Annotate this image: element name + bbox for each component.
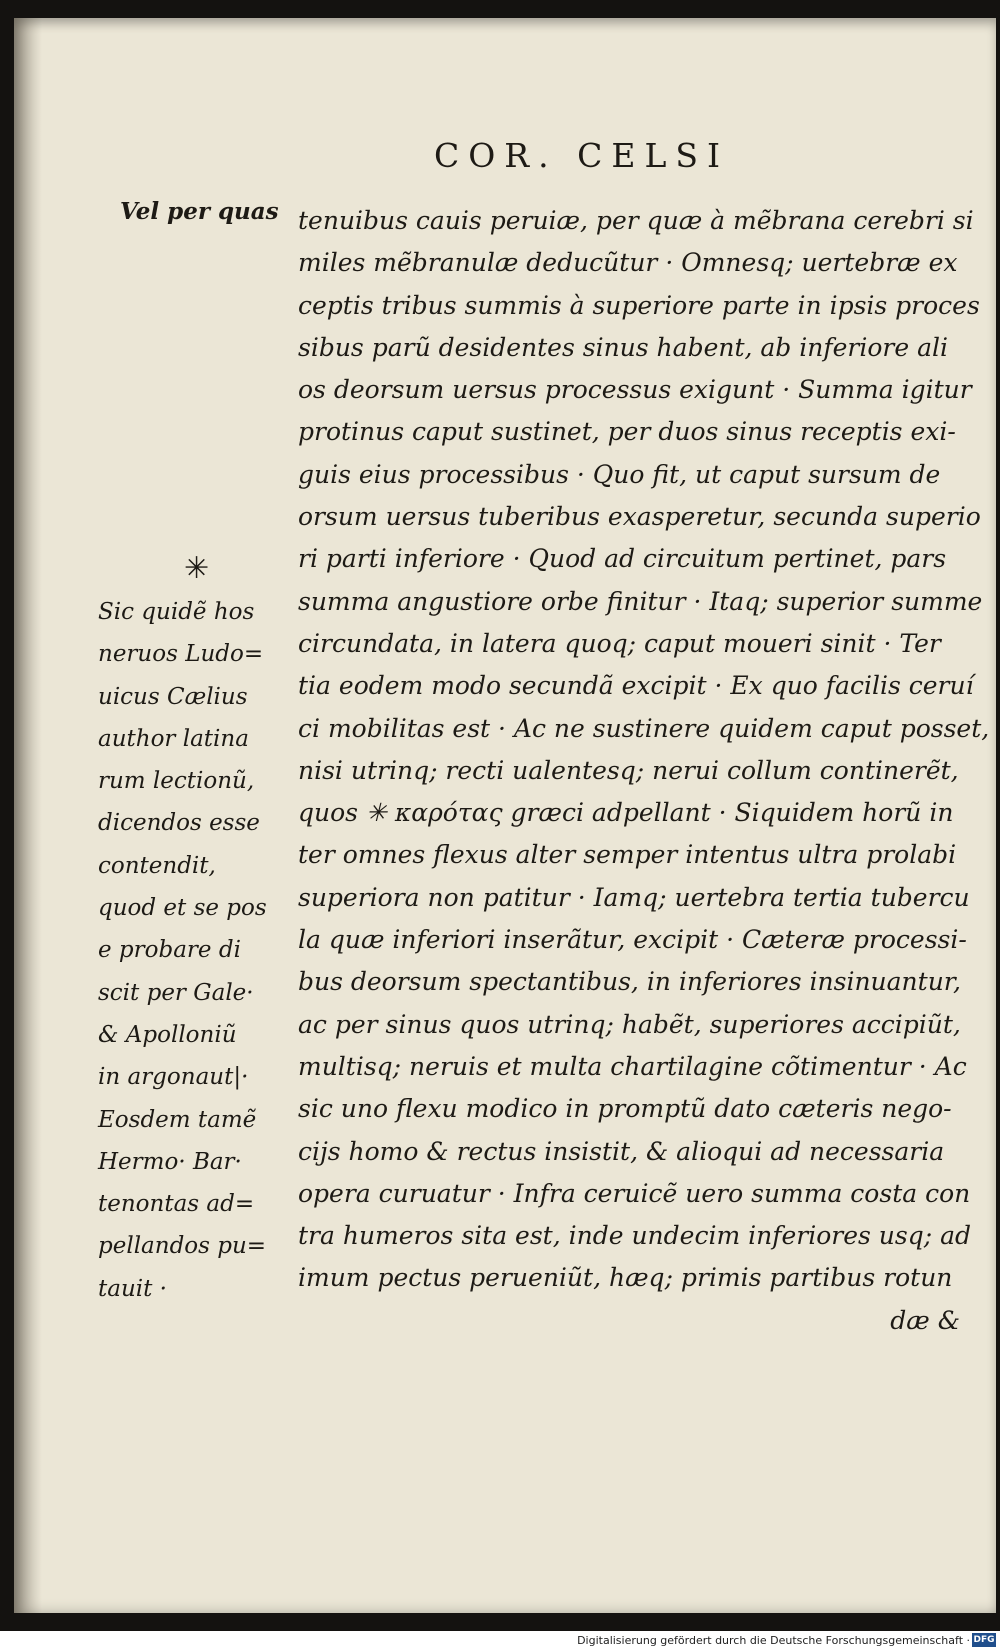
margin-note-line: e probare di [98, 937, 241, 964]
catchword: dæ & [890, 1305, 960, 1335]
margin-note-block [98, 591, 267, 1310]
text-line: ac per sinus quos utrinq; habẽt, superiores accipiũt, [298, 1009, 961, 1039]
margin-note-line: author latina [98, 725, 249, 752]
margin-note-line: scit per Gale· [98, 979, 254, 1006]
margin-note-line: tauit · [98, 1275, 167, 1302]
text-line: tra humeros sita est, inde undecim inferiores usq; ad [298, 1221, 971, 1251]
text-line: quos ✳ καρότας græci adpellant · Siquidem horũ in [298, 798, 954, 828]
margin-note-line: Sic quidẽ hos [98, 599, 255, 625]
footer-credit: Digitalisierung gefördert durch die Deutsche Forschungsgemeinschaft · [577, 1634, 970, 1647]
margin-note-line: in argonaut|· [98, 1064, 249, 1091]
text-line: opera curuatur · Infra ceruicẽ uero summa costa con [298, 1178, 971, 1208]
text-line: multisq; neruis et multa chartilagine cõtimentur · Ac [298, 1051, 967, 1081]
main-text-block [298, 200, 990, 1342]
margin-note-line: quod et se pos [98, 895, 267, 922]
text-line: imum pectus perueniũt, hæq; primis partibus rotun [298, 1263, 953, 1293]
text-line: orsum uersus tuberibus exasperetur, secunda superio [298, 502, 981, 532]
margin-note-line: neruos Ludo= [98, 641, 264, 668]
text-line: nisi utrinq; recti ualentesq; nerui collum continerẽt, [298, 755, 959, 785]
text-line: ceptis tribus summis à superiore parte in ipsis proces [298, 290, 980, 320]
margin-note-line: Eosdem tamẽ [98, 1106, 257, 1133]
text-line: os deorsum uersus processus exigunt · Summa igitur [298, 375, 972, 405]
text-line: circundata, in latera quoq; caput moueri sinit · Ter [298, 628, 941, 658]
dfg-logo: DFG [973, 1635, 995, 1645]
text-line: guis eius processibus · Quo fit, ut caput sursum de [298, 459, 941, 489]
text-line: superiora non patitur · Iamq; uertebra tertia tubercu [298, 882, 970, 912]
book-page [14, 18, 996, 1613]
margin-note-line: contendit, [98, 852, 216, 879]
margin-note-line: rum lectionũ, [98, 768, 255, 795]
text-line: cijs homo & rectus insistit, & alioqui ad necessaria [298, 1136, 945, 1166]
margin-note-line: & Apolloniũ [98, 1021, 237, 1048]
text-line: ri parti inferiore · Quod ad circuitum pertinet, pars [298, 544, 947, 574]
text-line: sic uno flexu modico in promptũ dato cæteris nego- [298, 1094, 952, 1124]
margin-note-line: pellandos pu= [98, 1233, 267, 1260]
text-line: tenuibus cauis peruiæ, per quæ à mẽbrana cerebri si [298, 206, 974, 235]
margin-note-line: uicus Cælius [98, 683, 248, 710]
margin-note-line: tenontas ad= [98, 1191, 255, 1218]
text-line: miles mẽbranulæ deducũtur · Omnesq; uertebræ ex [298, 248, 958, 278]
text-line: sibus parũ desidentes sinus habent, ab inferiore ali [298, 332, 948, 362]
margin-note-line: Hermo· Bar· [98, 1148, 242, 1175]
margin-note-line: dicendos esse [98, 810, 260, 837]
gutter-shadow [14, 18, 42, 1613]
text-line: summa angustiore orbe finitur · Itaq; superior summe [298, 586, 983, 616]
text-line: ter omnes flexus alter semper intentus ultra prolabi [298, 840, 957, 870]
text-line: la quæ inferiori inserãtur, excipit · Cæteræ processi- [298, 925, 967, 955]
text-line: ci mobilitas est · Ac ne sustinere quidem caput posset, [298, 713, 990, 743]
margin-star-mark: ✳ [184, 551, 210, 586]
text-line: tia eodem modo secundã excipit · Ex quo facilis ceruí [298, 671, 974, 701]
running-header: COR. CELSI [434, 136, 730, 175]
margin-note-top: Vel per quas [120, 198, 279, 225]
text-line: bus deorsum spectantibus, in inferiores insinuantur, [298, 967, 961, 997]
text-line: protinus caput sustinet, per duos sinus receptis exi- [298, 417, 956, 447]
